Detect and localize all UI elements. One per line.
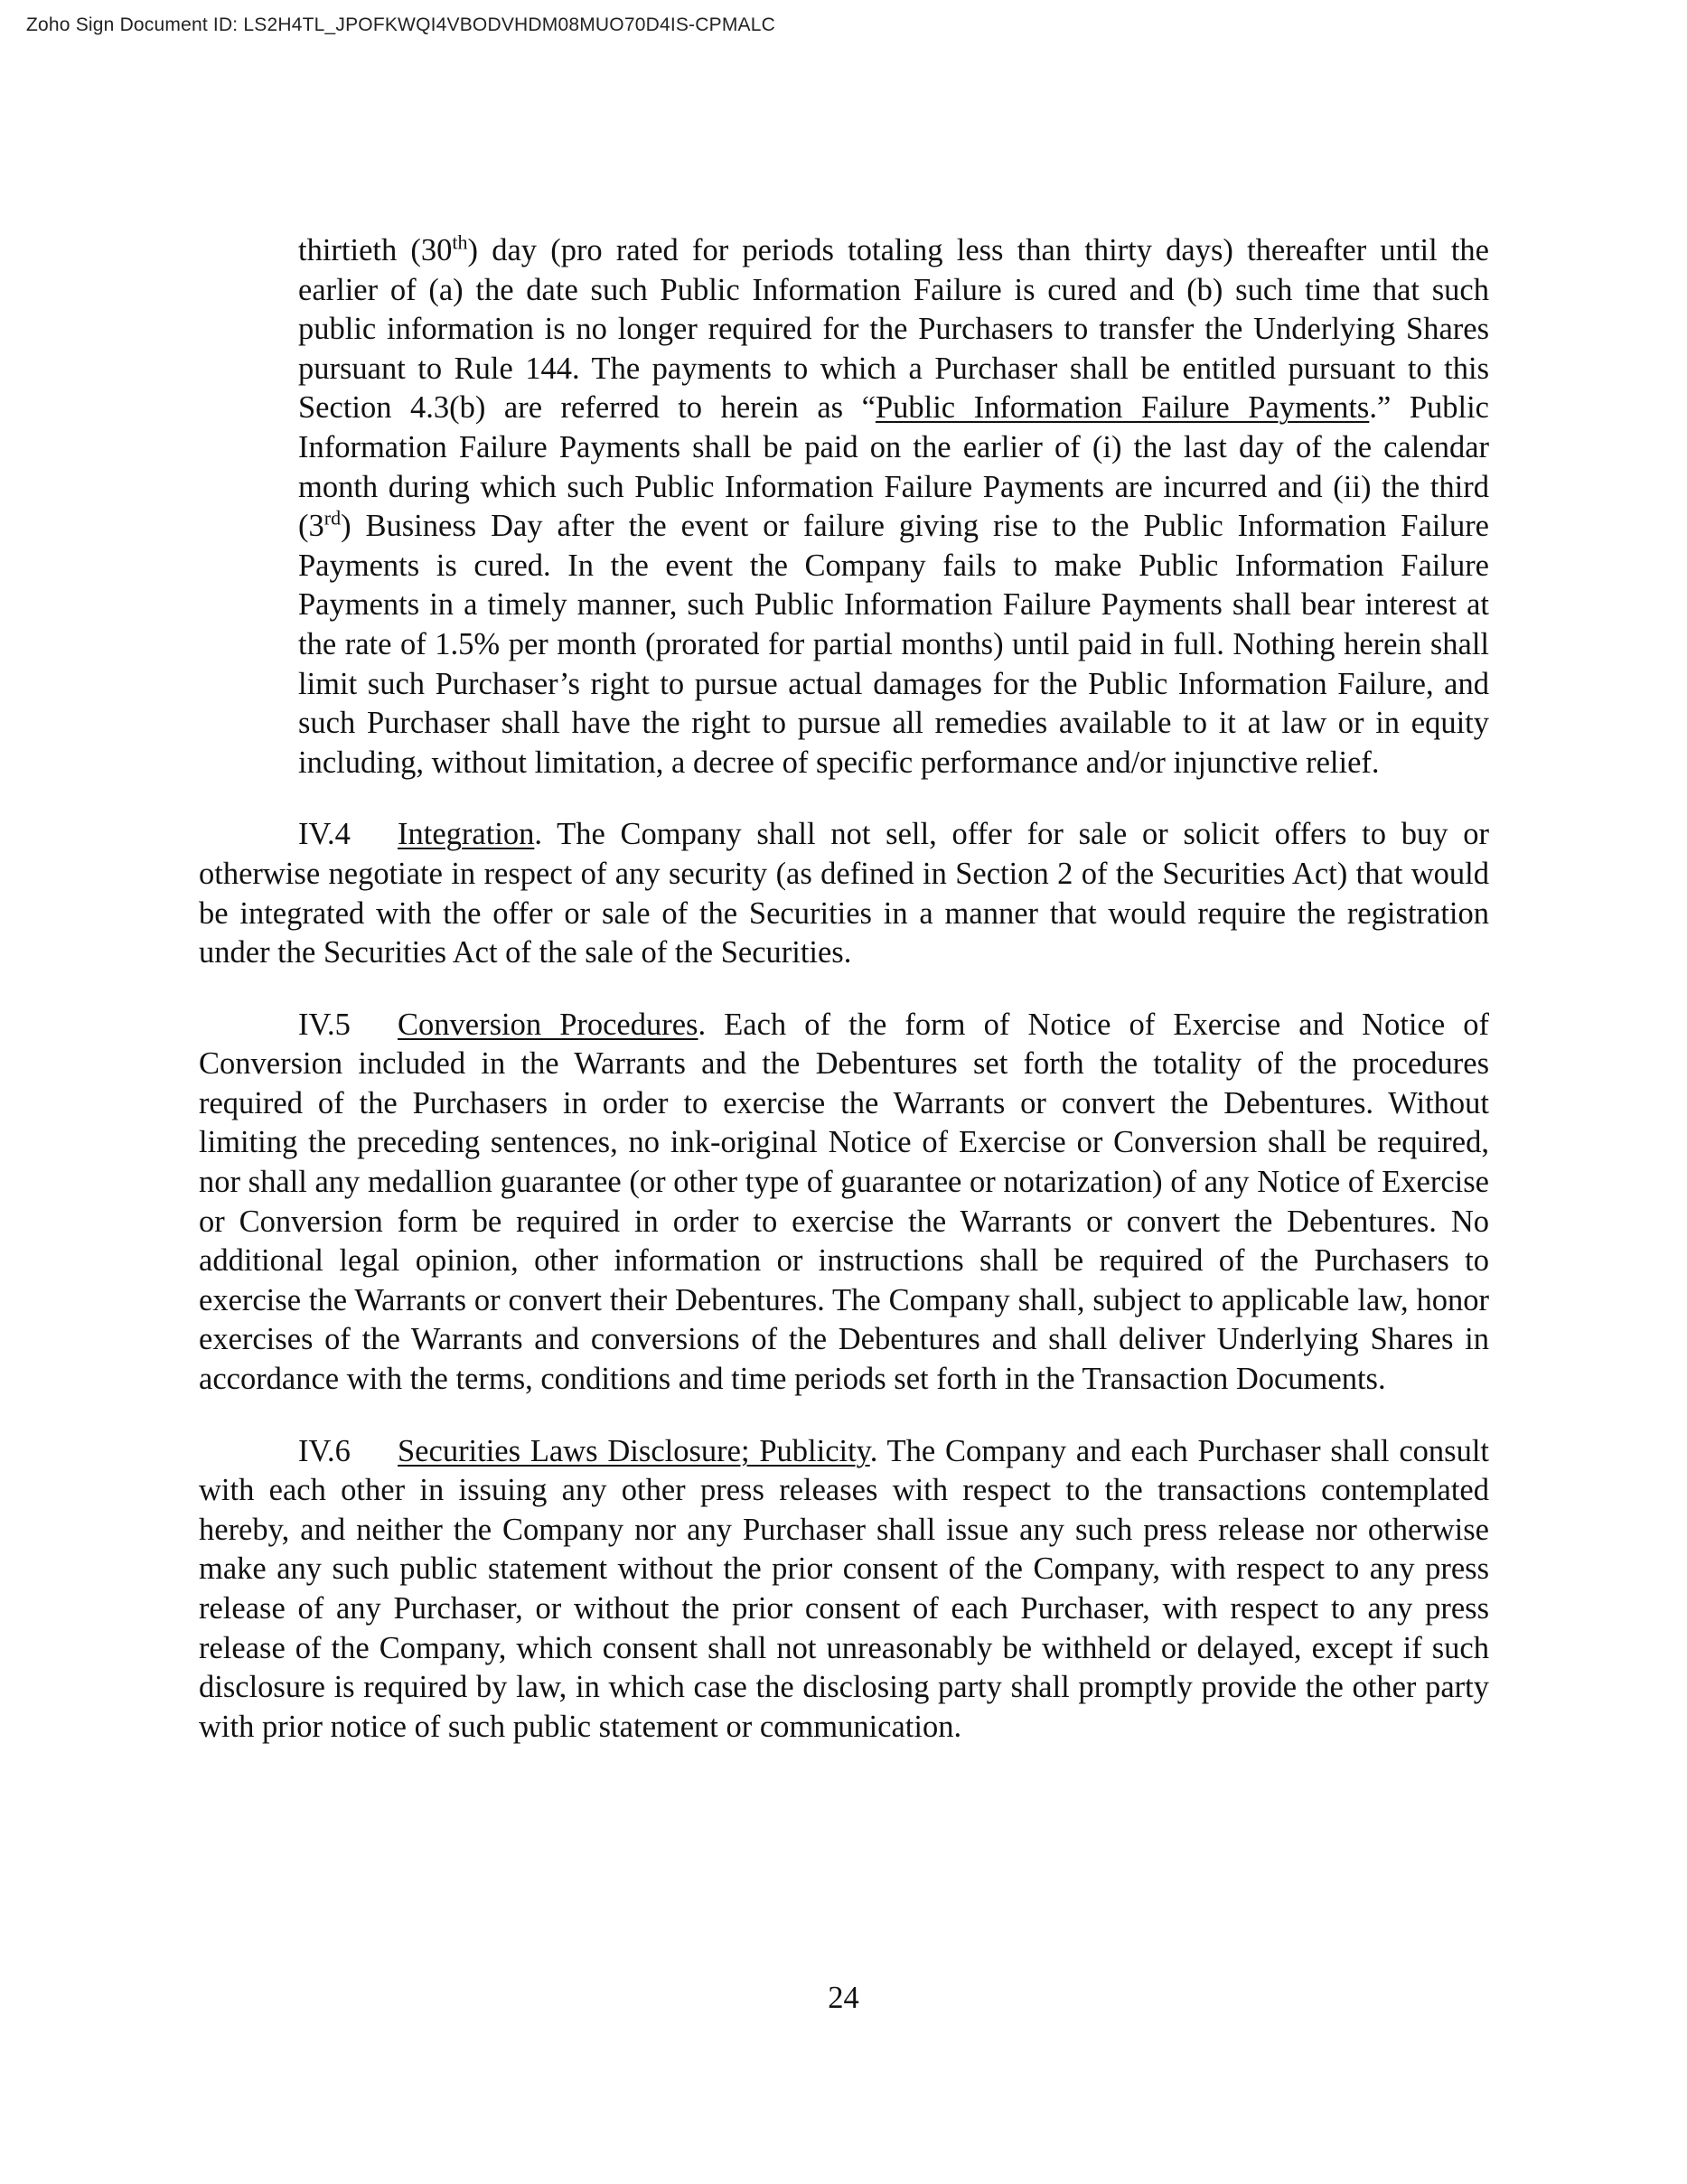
section-body: . Each of the form of Notice of Exercise and Notice of Conversion included in the Warrants and the Debentures set forth the totality of the procedures required of the Purchasers in order to exercise the Warrants or convert the Debentures. Without limiting the preceding sentences, no ink-original Notice of Exercise or Conversion shall be required, nor shall any medallion guarantee (or other type of guarantee or notarization) of any Notice of Exercise or Conversion form be required in order to exercise the Warrants or convert the Debentures. No additional legal opinion, other information or instructions shall be required of the Purchasers to exercise the Warrants or convert their Debentures. The Company shall, subject to applicable law, honor exercises of the Warrants and conversions of the Debentures and shall deliver Underlying Shares in accordance with the terms, conditions and time periods set forth in the Transaction Documents. xyxy=(199,1007,1489,1397)
section-iv-6 xyxy=(199,1432,1489,1748)
ordinal-suffix-rd: rd xyxy=(323,506,342,530)
continuation-paragraph xyxy=(298,231,1489,783)
section-heading: Conversion Procedures xyxy=(398,1007,698,1042)
document-id: Zoho Sign Document ID: LS2H4TL_JPOFKWQI4VBODVHDM08MUO70D4IS-CPMALC xyxy=(26,14,775,35)
page-number: 24 xyxy=(828,1981,859,2015)
section-iv-5 xyxy=(199,1006,1489,1400)
section-number: IV.4 xyxy=(298,817,351,852)
continuation-text-3: .” Public Information Failure Payments shall be paid on the earlier of (i) the last day of the calendar month during which such Public Information Failure Payments are incurred and (ii) the third (3 xyxy=(298,390,1490,544)
section-iv-4 xyxy=(199,815,1489,972)
continuation-text-1: thirtieth (30 xyxy=(298,233,453,267)
section-number: IV.6 xyxy=(298,1433,351,1468)
section-heading: Securities Laws Disclosure; Publicity xyxy=(398,1433,870,1468)
section-body: . The Company and each Purchaser shall consult with each other in issuing any other press releases with respect to the transactions contemplated hereby, and neither the Company nor any Purchaser shall issue any such press release nor otherwise make any such public statement without the prior consent of the Company, with respect to any press release of any Purchaser, or without the prior consent of each Purchaser, with respect to any press release of the Company, which consent shall not unreasonably be withheld or delayed, except if such disclosure is required by law, in which case the disclosing party shall promptly provide the other party with prior notice of such public statement or communication. xyxy=(199,1433,1489,1744)
continuation-text-2: ) day (pro rated for periods totaling less than thirty days) thereafter until the earlier of (a) the date such Public Information Failure is cured and (b) such time that such public information is no longer required for the Purchasers to transfer the Underlying Shares pursuant to Rule 144. The payments to which a Purchaser shall be entitled pursuant to this Section 4.3(b) are referred to herein as “ xyxy=(298,233,1489,426)
section-heading: Integration xyxy=(398,817,535,852)
continuation-text-4: ) Business Day after the event or failure giving rise to the Public Information Failure Payments is cured. In the event the Company fails to make Public Information Failure Payments in a timely manner, such Public Information Failure Payments shall bear interest at the rate of 1.5% per month (prorated for partial months) until paid in full. Nothing herein shall limit such Purchaser’s right to pursue actual damages for the Public Information Failure, and such Purchaser shall have the right to pursue all remedies available to it at law or in equity including, without limitation, a decree of specific performance and/or injunctive relief. xyxy=(298,509,1489,780)
ordinal-suffix-th: th xyxy=(452,230,468,254)
defined-term: Public Information Failure Payments xyxy=(875,390,1370,426)
page-body xyxy=(199,231,1489,1747)
section-body: . The Company shall not sell, offer for sale or solicit offers to buy or otherwise negotiate in respect of any security (as defined in Section 2 of the Securities Act) that would be integrated with the offer or sale of the Securities in a manner that would require the registration under the Securities Act of the sale of the Securities. xyxy=(199,817,1489,970)
section-number: IV.5 xyxy=(298,1007,351,1042)
